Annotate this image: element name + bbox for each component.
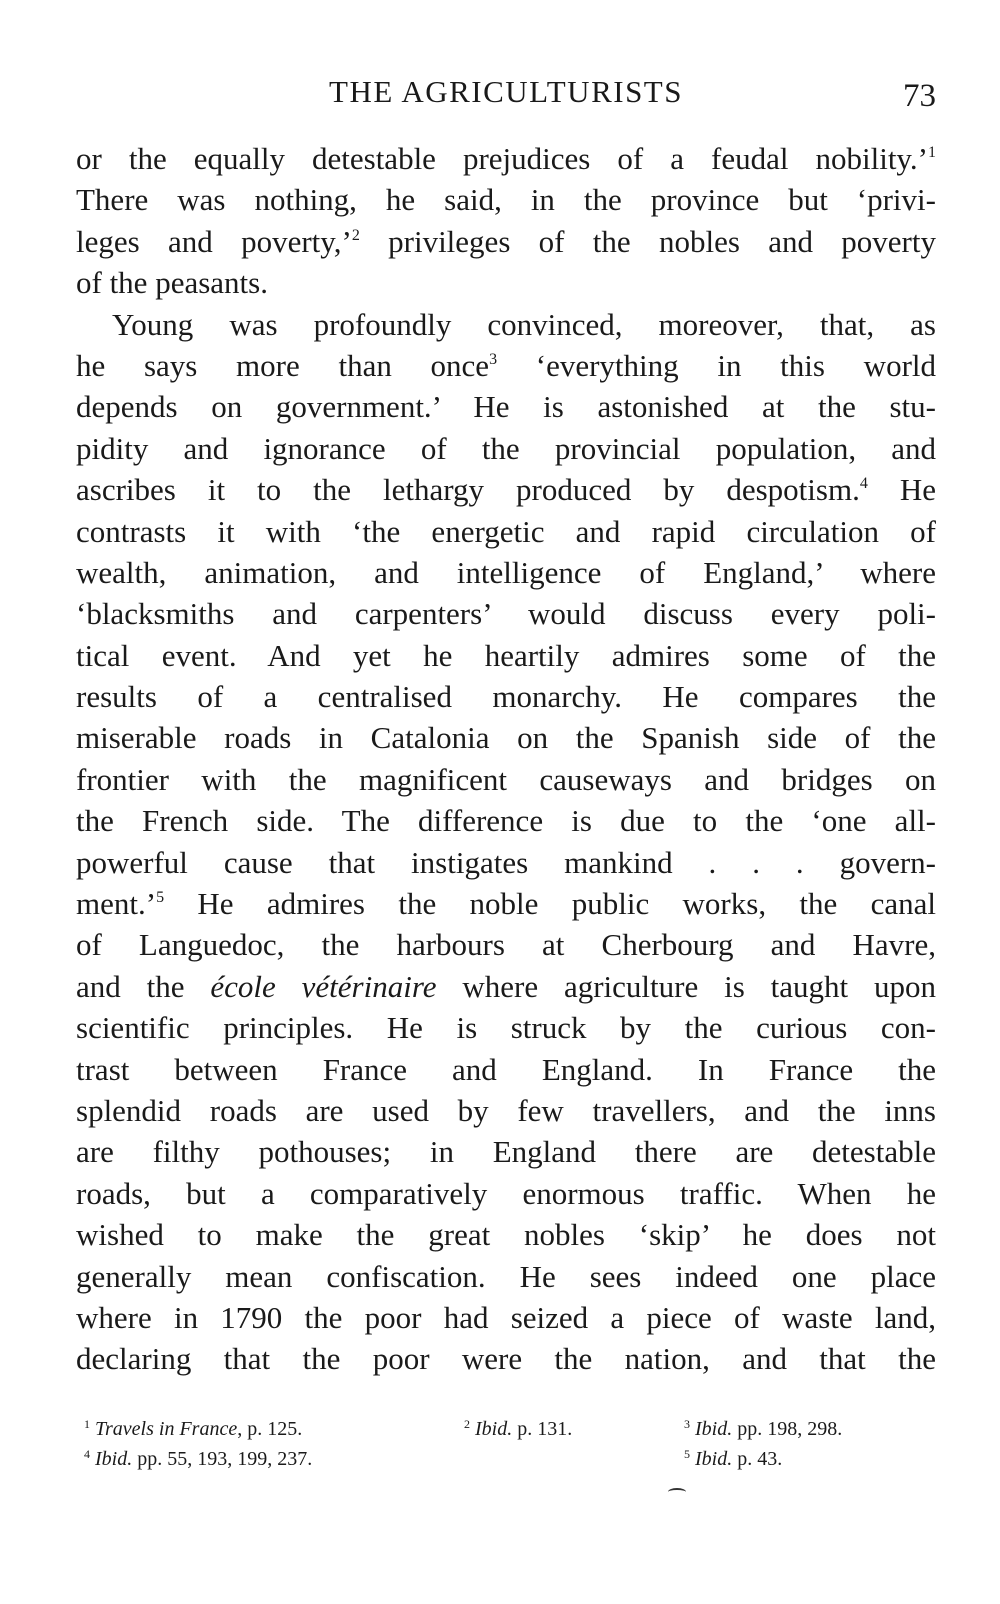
footnote-ref: 5 bbox=[156, 889, 165, 907]
footnote-ref: 1 bbox=[928, 144, 936, 161]
footnote-row bbox=[76, 1444, 936, 1474]
text-line: frontier with the magnificent causeways and bridges on bbox=[76, 761, 936, 797]
footnotes bbox=[76, 1414, 936, 1474]
body-text bbox=[76, 138, 936, 1380]
text-line: or the equally detestable prejudices of a feudal nobility.’$^1$ bbox=[76, 141, 936, 176]
text-line: where in 1790 the poor had seized a piece of waste land, bbox=[76, 1299, 936, 1335]
page-number: 73 bbox=[903, 78, 936, 114]
text-line: and the école vétérinaire where agriculture is taught upon bbox=[76, 968, 936, 1004]
text-line: miserable roads in Catalonia on the Spanish side of the bbox=[76, 720, 936, 756]
footnote-3: $^3$ Ibid. pp. 198, 298. bbox=[684, 1417, 843, 1440]
text-line: leges and poverty,’$^2$ privileges of the nobles and poverty bbox=[76, 223, 936, 259]
footnote-4: $^4$ Ibid. pp. 55, 193, 199, 237. bbox=[84, 1447, 313, 1470]
text-line: depends on government.’ He is astonished at the stu- bbox=[76, 389, 936, 425]
text-line: splendid roads are used by few travellers, and the inns bbox=[76, 1092, 936, 1128]
text-line: wealth, animation, and intelligence of England,’ where bbox=[76, 554, 936, 590]
text-line: wished to make the great nobles ‘skip’ he does not bbox=[76, 1217, 936, 1253]
footnote-5: $^5$ Ibid. p. 43. bbox=[684, 1447, 783, 1470]
text-line: declaring that the poor were the nation, and that the bbox=[76, 1341, 936, 1377]
text-line: results of a centralised monarchy. He compares the bbox=[76, 679, 936, 715]
text-line: contrasts it with ‘the energetic and rapid circulation of bbox=[76, 513, 936, 549]
text-line: ment.’$^5$ He admires the noble public works, the canal bbox=[76, 886, 936, 922]
footnote-row bbox=[76, 1414, 936, 1444]
text-line: Young was profoundly convinced, moreover, that, as bbox=[112, 306, 936, 342]
text-line: of the peasants. bbox=[76, 265, 268, 301]
footnote-1: $^1$ Travels in France, p. 125. bbox=[84, 1417, 303, 1440]
text-line: trast between France and England. In France the bbox=[76, 1051, 936, 1087]
text-line: are filthy pothouses; in England there are detestable bbox=[76, 1134, 936, 1170]
text-line: ‘blacksmiths and carpenters’ would discuss every poli- bbox=[76, 596, 936, 632]
italic-phrase: école vétérinaire bbox=[210, 968, 437, 1004]
text-line: tical event. And yet he heartily admires some of the bbox=[76, 637, 936, 673]
text-line: ascribes it to the lethargy produced by despotism.$^4$ He bbox=[76, 472, 936, 508]
printer-mark bbox=[668, 1488, 686, 1496]
text-line: the French side. The difference is due to the ‘one all- bbox=[76, 803, 936, 839]
running-head bbox=[76, 70, 936, 114]
text-line: roads, but a comparatively enormous traffic. When he bbox=[76, 1175, 936, 1211]
footnote-ref: 4 bbox=[859, 475, 868, 493]
text-line: powerful cause that instigates mankind . . . govern- bbox=[76, 844, 936, 880]
text-line: scientific principles. He is struck by the curious con- bbox=[76, 1010, 936, 1046]
text-line: generally mean confiscation. He sees indeed one place bbox=[76, 1258, 936, 1294]
text-line: of Languedoc, the harbours at Cherbourg and Havre, bbox=[76, 927, 936, 963]
footnote-2: $^2$ Ibid. p. 131. bbox=[464, 1417, 573, 1440]
text-line: pidity and ignorance of the provincial population, and bbox=[76, 430, 936, 466]
text-line: he says more than once$^3$ ‘everything in this world bbox=[76, 347, 936, 383]
footnote-ref: 2 bbox=[351, 226, 360, 244]
footnote-ref: 3 bbox=[489, 350, 498, 368]
running-title: THE AGRICULTURISTS bbox=[329, 74, 683, 109]
text-line: There was nothing, he said, in the province but ‘privi- bbox=[76, 182, 936, 218]
